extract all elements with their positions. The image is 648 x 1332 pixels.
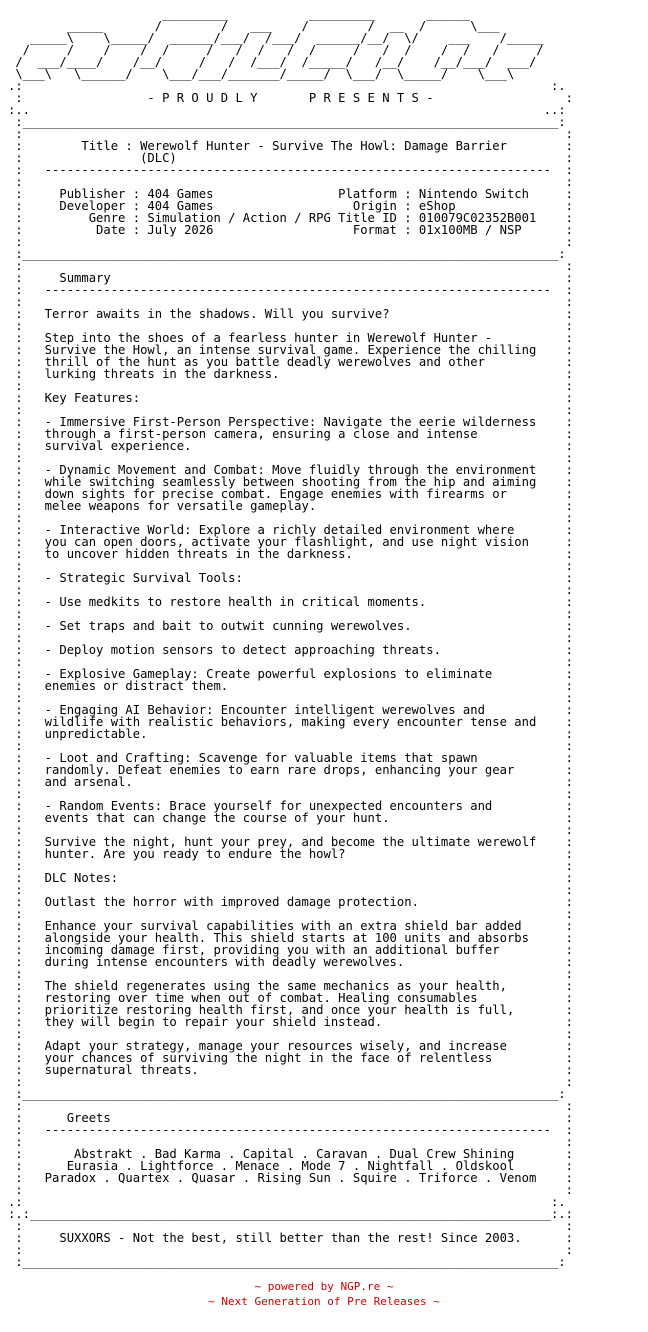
summary-line: : :	[15, 631, 573, 645]
blank: : :	[15, 295, 573, 309]
info-row: : Publisher : 404 Games Platform : Nintendo Switch :	[15, 187, 573, 201]
summary-line: : they will begin to repair your shield instead. :	[15, 1015, 573, 1029]
summary-line: : :	[15, 739, 573, 753]
summary-line: : :	[15, 511, 573, 525]
nfo-text-block	[8, 8, 573, 1268]
summary-line: : prioritize restoring health first, and once your health is full, :	[15, 1003, 573, 1017]
summary-line: : Key Features: :	[15, 391, 573, 405]
summary-line: : through a first-person camera, ensuring a close and intense :	[15, 427, 573, 441]
logo-line: _________ _________ ______	[162, 7, 471, 21]
blank: : :	[15, 1219, 573, 1233]
blank: : :	[15, 1183, 573, 1197]
summary-line: : Outlast the horror with improved damage protection. :	[15, 895, 573, 909]
title-line-2: : (DLC) :	[15, 151, 573, 165]
rule: : --------------------------------------------------------------------- :	[15, 1123, 573, 1137]
summary-line: : :	[15, 691, 573, 705]
summary-line: : - Loot and Crafting: Scavenge for valuable items that spawn :	[15, 751, 573, 765]
summary-line: : thrill of the hunt as you battle deadly werewolves and other :	[15, 355, 573, 369]
summary-line: : - Dynamic Movement and Combat: Move fluidly through the environment :	[15, 463, 573, 477]
summary-line: : :	[15, 1027, 573, 1041]
border: :_________________________________________________________________________:	[15, 247, 566, 261]
summary-line: : :	[15, 607, 573, 621]
blank: : :	[15, 1243, 573, 1257]
blank: : :	[15, 235, 573, 249]
logo-line: / ___/____/ /__/ / / /___/ /_____/ /__/ /__/___/ ___/	[15, 55, 537, 69]
info-row: : Genre : Simulation / Action / RPG Title ID : 010079C02352B001 :	[15, 211, 573, 225]
summary-line: : - Explosive Gameplay: Create powerful explosions to eliminate :	[15, 667, 573, 681]
logo-line: _____\ \_____/ ______/___/ /___/ ______/__/ \/ ___ /_____	[30, 31, 544, 45]
summary-line: : Survive the night, hunt your prey, and become the ultimate werewolf :	[15, 835, 573, 849]
summary-line: : randomly. Defeat enemies to earn rare drops, enhancing your gear :	[15, 763, 573, 777]
logo-line: _____ / / ___ / / __ / \___	[66, 19, 500, 33]
summary-line: : restoring over time when out of combat. Healing consumables :	[15, 991, 573, 1005]
rule: : --------------------------------------------------------------------- :	[15, 283, 573, 297]
summary-line: : :	[15, 907, 573, 921]
summary-line: : :	[15, 823, 573, 837]
border: :.:_______________________________________________________________________:.:	[8, 1207, 573, 1221]
border: :_________________________________________________________________________:	[8, 1255, 566, 1269]
summary-line: : :	[15, 883, 573, 897]
summary-line: : melee weapons for versatile gameplay. :	[15, 499, 573, 513]
summary-line: : DLC Notes: :	[15, 871, 573, 885]
summary-line: : supernatural threats. :	[15, 1063, 573, 1077]
summary-line: : Enhance your survival capabilities with an extra shield bar added :	[15, 919, 573, 933]
logo-line: / / / / / / / / / / / / / / / / /	[22, 43, 544, 57]
summary-line: : to uncover hidden threats in the darkness. :	[15, 547, 573, 561]
summary-line: : :	[15, 655, 573, 669]
greets-line: : Paradox . Quartex . Quasar . Rising Sun . Squire . Triforce . Venom :	[15, 1171, 573, 1185]
title-line: : Title : Werewolf Hunter - Survive The Howl: Damage Barrier :	[15, 139, 573, 153]
logo-line: \___\ \______/ \___/___/_______/_____/ \___/ \_____/ \___\	[15, 67, 515, 81]
rule: : --------------------------------------------------------------------- :	[15, 163, 573, 177]
summary-line: : :	[15, 559, 573, 573]
blank: : :	[15, 175, 573, 189]
summary-line: : your chances of surviving the night in the face of relentless :	[15, 1051, 573, 1065]
summary-line: : and arsenal. :	[15, 775, 573, 789]
border: :_________________________________________________________________________:	[15, 1087, 566, 1101]
info-row: : Date : July 2026 Format : 01x100MB / NSP :	[15, 223, 573, 237]
summary-line: : :	[15, 967, 573, 981]
footer-next-generation: ~ Next Generation of Pre Releases ~	[208, 1295, 440, 1308]
summary-line: : unpredictable. :	[15, 727, 573, 741]
summary-line: : Step into the shoes of a fearless hunter in Werewolf Hunter - :	[15, 331, 573, 345]
border: .: :.	[8, 1195, 566, 1209]
summary-line: : - Deploy motion sensors to detect approaching threats. :	[15, 643, 573, 657]
summary-line: : Adapt your strategy, manage your resources wisely, and increase :	[15, 1039, 573, 1053]
summary-line: : - Set traps and bait to outwit cunning werewolves. :	[15, 619, 573, 633]
summary-line: : :	[15, 787, 573, 801]
summary-line: : - Use medkits to restore health in critical moments. :	[15, 595, 573, 609]
summary-line: : - Engaging AI Behavior: Encounter intelligent werewolves and :	[15, 703, 573, 717]
summary-line: : while switching seamlessly between shooting from the hip and aiming :	[15, 475, 573, 489]
summary-line: : you can open doors, activate your flashlight, and use night vision :	[15, 535, 573, 549]
border: .: :.	[8, 79, 566, 93]
summary-line: : :	[15, 859, 573, 873]
blank: : :	[15, 127, 573, 141]
summary-line: : The shield regenerates using the same mechanics as your health, :	[15, 979, 573, 993]
summary-line: : - Random Events: Brace yourself for unexpected encounters and :	[15, 799, 573, 813]
greets-line: : Abstrakt . Bad Karma . Capital . Caravan . Dual Crew Shining :	[15, 1147, 573, 1161]
presents-line: : - P R O U D L Y P R E S E N T S - :	[15, 91, 573, 105]
blank: : :	[15, 259, 573, 273]
summary-line: : hunter. Are you ready to endure the howl? :	[15, 847, 573, 861]
summary-line: : during intense encounters with deadly werewolves. :	[15, 955, 573, 969]
summary-line: : incoming damage first, providing you with an additional buffer :	[15, 943, 573, 957]
summary-line: : - Strategic Survival Tools: :	[15, 571, 573, 585]
blank: : :	[15, 1135, 573, 1149]
summary-line: : wildlife with realistic behaviors, making every encounter tense and :	[15, 715, 573, 729]
summary-line: : - Interactive World: Explore a richly detailed environment where :	[15, 523, 573, 537]
summary-line: : survival experience. :	[15, 439, 573, 453]
blank: : :	[15, 1075, 573, 1089]
border: :.. ..:	[8, 103, 566, 117]
greets-line: : Eurasia . Lightforce . Menace . Mode 7 . Nightfall . Oldskool :	[15, 1159, 573, 1173]
border: :_________________________________________________________________________:	[15, 115, 566, 129]
summary-line: : :	[15, 379, 573, 393]
summary-line: : enemies or distract them. :	[15, 679, 573, 693]
tagline: : SUXXORS - Not the best, still better than the rest! Since 2003. :	[15, 1231, 573, 1245]
summary-line: : :	[15, 403, 573, 417]
summary-line: : Survive the Howl, an intense survival game. Experience the chilling :	[15, 343, 573, 357]
summary-line: : :	[15, 583, 573, 597]
summary-line: : down sights for precise combat. Engage enemies with firearms or :	[15, 487, 573, 501]
summary-line: : - Immersive First-Person Perspective: Navigate the eerie wilderness :	[15, 415, 573, 429]
summary-line: : :	[15, 319, 573, 333]
footer-powered-by: ~ powered by NGP.re ~	[254, 1280, 394, 1293]
summary-line: : alongside your health. This shield starts at 100 units and absorbs :	[15, 931, 573, 945]
summary-line: : Terror awaits in the shadows. Will you survive? :	[15, 307, 573, 321]
summary-line: : :	[15, 451, 573, 465]
summary-heading: : Summary :	[15, 271, 573, 285]
blank: : :	[15, 1099, 573, 1113]
greets-heading: : Greets :	[15, 1111, 573, 1125]
summary-line: : events that can change the course of your hunt. :	[15, 811, 573, 825]
info-row: : Developer : 404 Games Origin : eShop :	[15, 199, 573, 213]
summary-line: : lurking threats in the darkness. :	[15, 367, 573, 381]
